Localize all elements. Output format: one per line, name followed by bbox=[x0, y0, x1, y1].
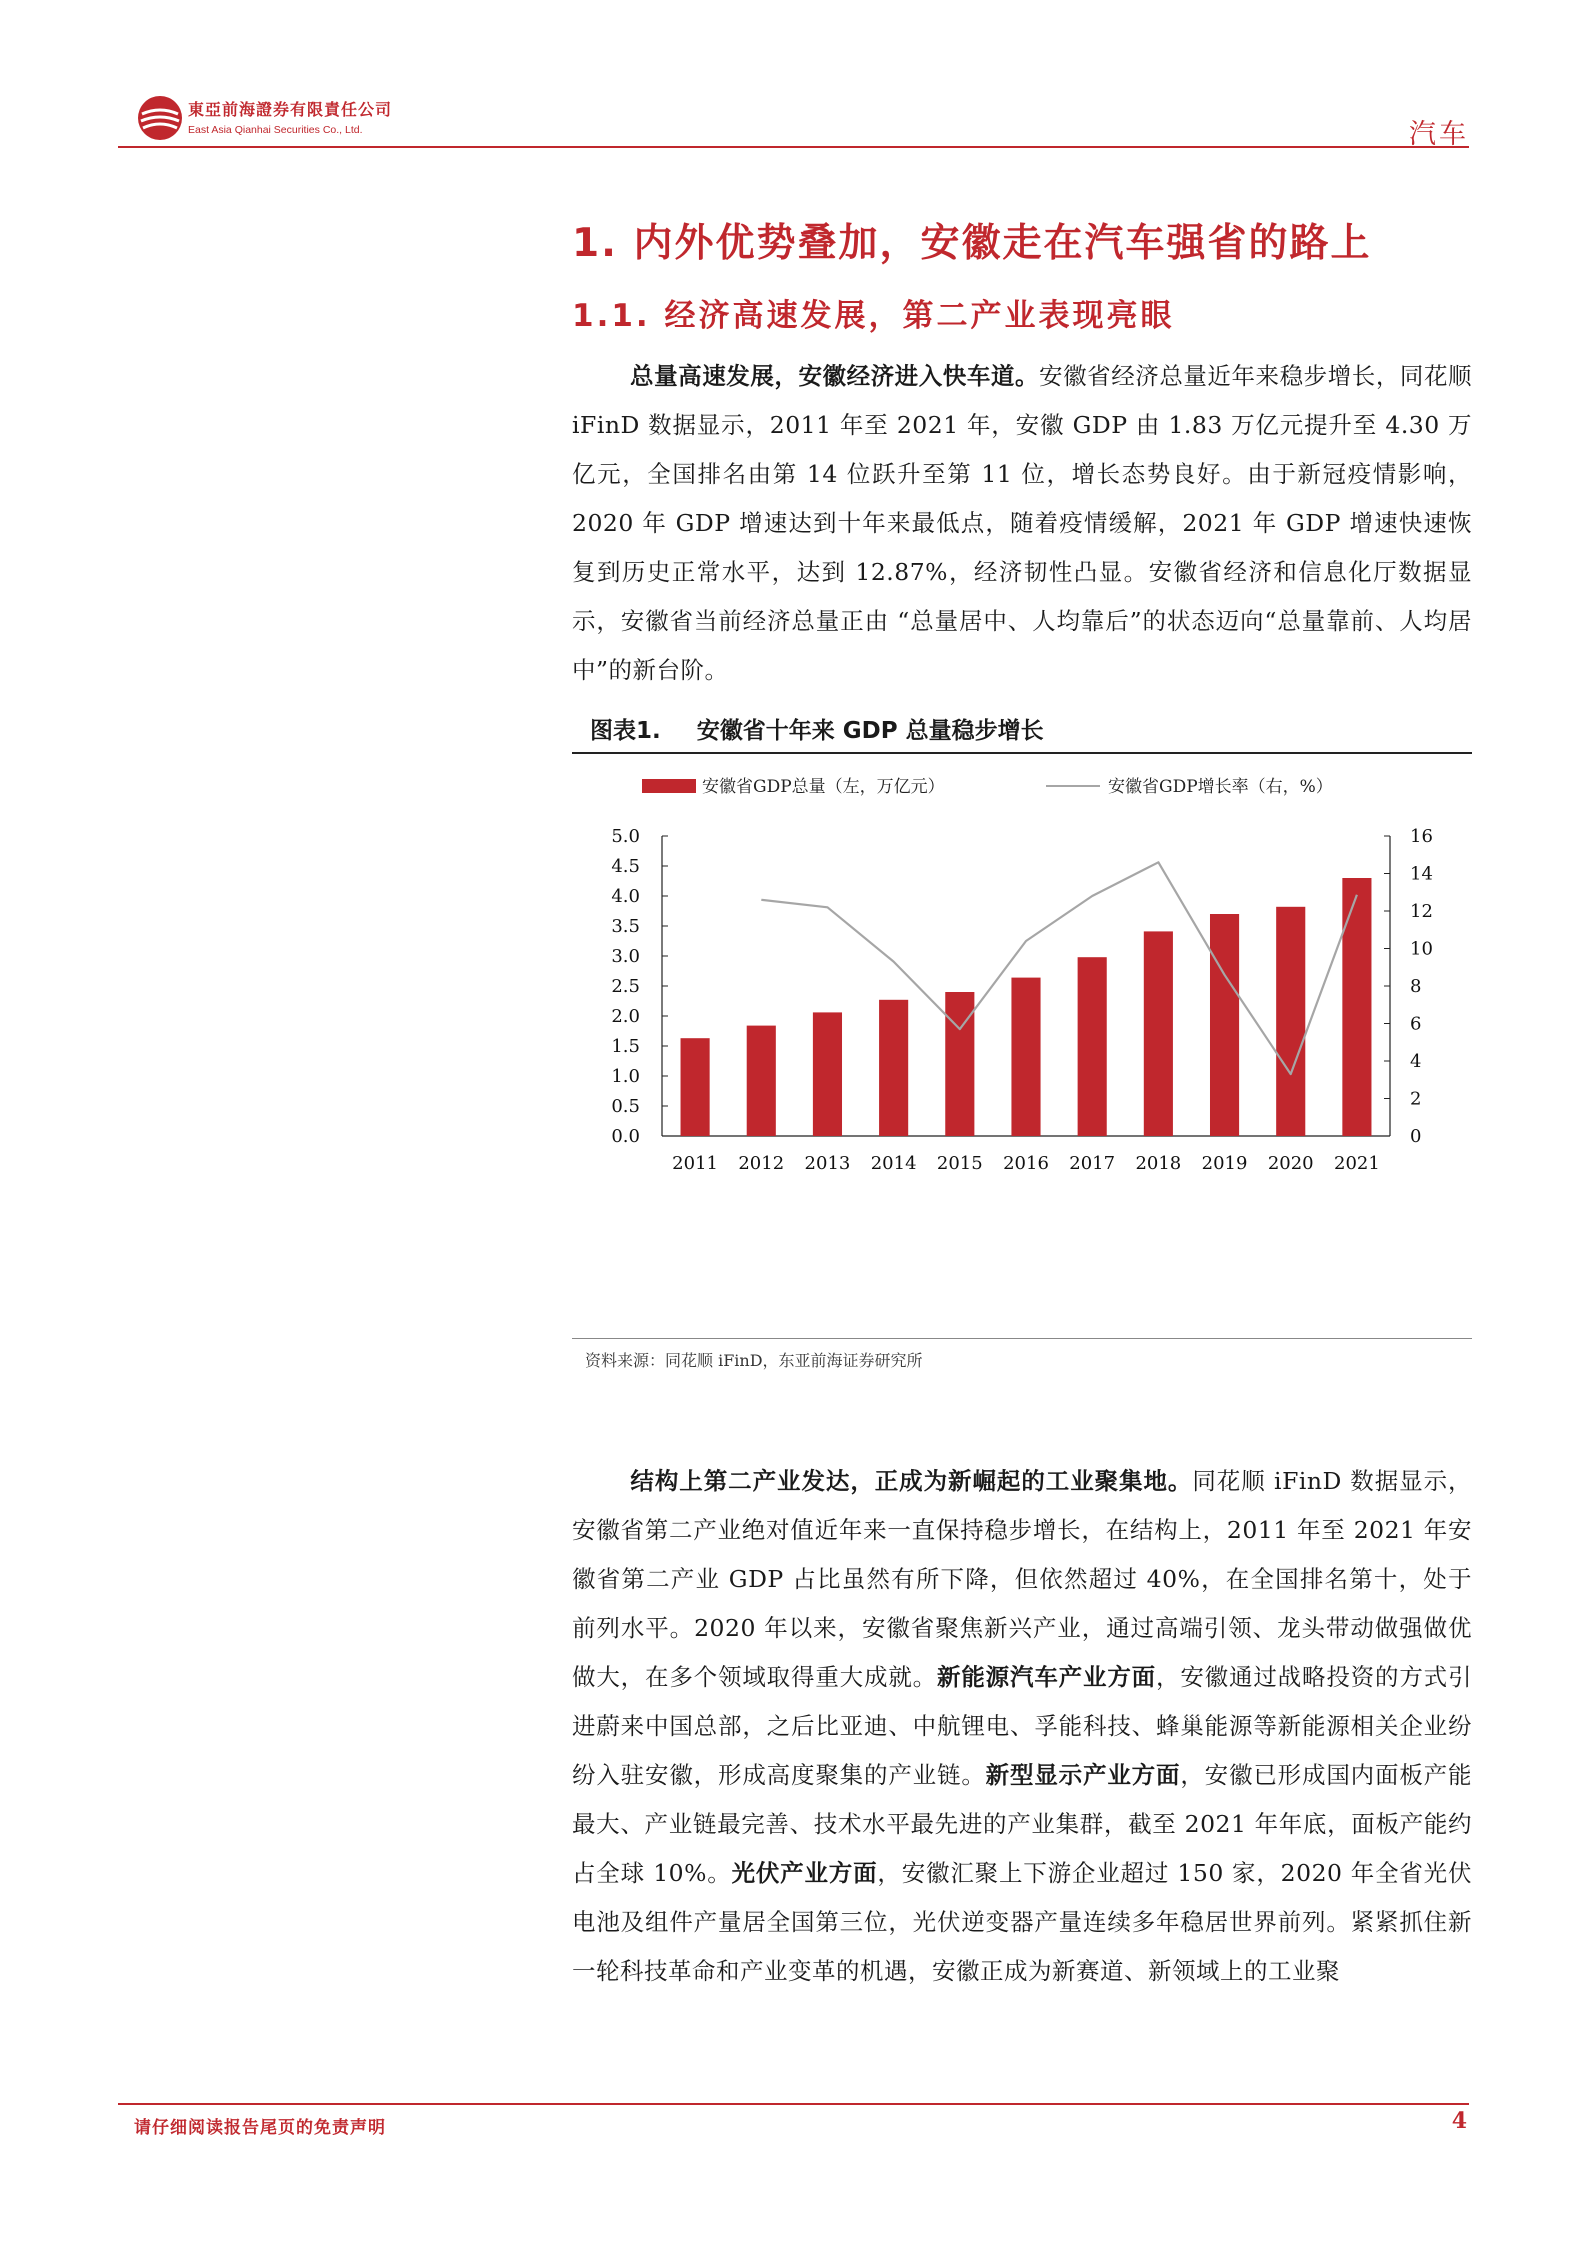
paragraph-body-nev: ，安徽通过战略投资的方式引进蔚来中国总部，之后比亚迪、中航锂电、孚能科技、蜂巢能源等新能源相关企业纷纷入驻安徽，形成高度聚集的产业链。 bbox=[572, 1663, 1472, 1789]
x-axis-tick-label: 2014 bbox=[870, 1153, 917, 1174]
gdp-chart bbox=[572, 756, 1472, 1334]
section-heading: 1. 内外优势叠加，安徽走在汽车强省的路上 bbox=[572, 221, 1372, 266]
left-axis-tick-label: 1.0 bbox=[611, 1066, 640, 1087]
company-logo-icon bbox=[136, 94, 184, 142]
left-axis-tick-label: 4.0 bbox=[611, 886, 640, 907]
x-axis-tick-label: 2013 bbox=[804, 1153, 851, 1174]
right-axis-tick-label: 10 bbox=[1410, 938, 1433, 960]
gdp-bar-2014 bbox=[879, 1000, 908, 1136]
gdp-bar-2021 bbox=[1342, 878, 1371, 1136]
x-axis-tick-label: 2018 bbox=[1135, 1153, 1182, 1174]
x-axis-tick-label: 2017 bbox=[1069, 1153, 1116, 1174]
footer-divider bbox=[118, 2103, 1469, 2105]
company-name bbox=[188, 97, 392, 136]
legend-line-label: 安徽省GDP增长率（右，%） bbox=[1108, 777, 1333, 797]
paragraph-lead: 结构上第二产业发达，正成为新崛起的工业聚集地。 bbox=[630, 1467, 1193, 1495]
paragraph-body: 同花顺 iFinD 数据显示，安徽省第二产业绝对值近年来一直保持稳步增长，在结构上，2011 年至 2021 年安徽省第二产业 GDP 占比虽然有所下降，但依然超过 40%，在全国排名第十，处于前列水平。2020 年以来，安徽省聚焦新兴产业，通过高端引领、龙头带动做强做优做大，在多个领域取得重大成就。 bbox=[572, 1467, 1472, 1691]
gdp-bar-2020 bbox=[1276, 907, 1305, 1136]
right-axis-tick-label: 14 bbox=[1410, 863, 1433, 885]
disclaimer-link[interactable]: 请仔细阅读报告尾页的免责声明 bbox=[134, 2118, 386, 2138]
figure-source: 资料来源：同花顺 iFinD，东亚前海证券研究所 bbox=[585, 1351, 923, 1370]
x-axis-tick-label: 2012 bbox=[738, 1153, 785, 1174]
x-axis-labels bbox=[672, 1153, 1380, 1174]
x-axis-tick-label: 2011 bbox=[672, 1153, 718, 1174]
gdp-bar-2016 bbox=[1011, 978, 1040, 1136]
left-axis-tick-label: 2.5 bbox=[611, 976, 640, 997]
x-axis-tick-label: 2016 bbox=[1003, 1153, 1049, 1174]
left-axis-tick-label: 0.5 bbox=[611, 1096, 640, 1117]
gdp-bar-2012 bbox=[747, 1026, 776, 1136]
left-axis-tick-label: 4.5 bbox=[611, 856, 640, 877]
right-axis-tick-label: 0 bbox=[1410, 1126, 1422, 1147]
growth-rate-line bbox=[761, 862, 1357, 1074]
paragraph-subhead-display: 新型显示产业方面 bbox=[985, 1761, 1181, 1789]
legend-bar-label: 安徽省GDP总量（左，万亿元） bbox=[702, 777, 945, 797]
section-tag: 汽车 bbox=[1409, 119, 1469, 150]
right-axis-tick-label: 6 bbox=[1410, 1013, 1422, 1035]
paragraph-gdp-overview bbox=[572, 352, 1472, 695]
gdp-bar-2018 bbox=[1144, 931, 1173, 1136]
page-number: 4 bbox=[1451, 2108, 1467, 2134]
paragraph-industry-structure bbox=[572, 1457, 1472, 1996]
right-axis-tick-label: 12 bbox=[1410, 901, 1433, 922]
header-divider bbox=[118, 146, 1469, 148]
paragraph-body-pv: ，安徽汇聚上下游企业超过 150 家，2020 年全省光伏电池及组件产量居全国第三位，光伏逆变器产量连续多年稳居世界前列。紧紧抓住新一轮科技革命和产业变革的机遇，安徽正成为新赛道、新领域上的工业聚 bbox=[572, 1859, 1472, 1985]
x-axis-tick-label: 2015 bbox=[936, 1153, 983, 1174]
left-axis-tick-label: 5.0 bbox=[611, 826, 640, 847]
paragraph-subhead-nev: 新能源汽车产业方面 bbox=[937, 1663, 1156, 1691]
company-name-en: East Asia Qianhai Securities Co., Ltd. bbox=[188, 124, 363, 136]
legend-bar-swatch bbox=[642, 779, 696, 793]
right-axis-tick-label: 2 bbox=[1410, 1088, 1422, 1110]
gdp-bar-2017 bbox=[1078, 957, 1107, 1136]
paragraph-body-display: ，安徽已形成国内面板产能最大、产业链最完善、技术水平最先进的产业集群，截至 2021 年年底，面板产能约占全球 10%。 bbox=[572, 1761, 1473, 1887]
paragraph-subhead-pv: 光伏产业方面 bbox=[731, 1859, 878, 1887]
x-axis-tick-label: 2019 bbox=[1201, 1153, 1248, 1174]
company-name-zh: 東亞前海證券有限責任公司 bbox=[188, 100, 393, 119]
gdp-bars bbox=[681, 878, 1372, 1136]
gdp-bar-2019 bbox=[1210, 914, 1239, 1136]
left-axis-tick-label: 3.5 bbox=[611, 916, 640, 937]
gdp-bar-2015 bbox=[945, 992, 974, 1136]
chart-legend bbox=[642, 777, 1333, 797]
subsection-heading: 1.1. 经济高速发展，第二产业表现亮眼 bbox=[572, 298, 1175, 334]
figure-number: 图表1. bbox=[590, 718, 661, 744]
gdp-bar-2011 bbox=[681, 1038, 710, 1136]
right-axis-tick-label: 16 bbox=[1410, 826, 1433, 847]
left-axis-tick-label: 1.5 bbox=[611, 1036, 640, 1057]
figure-top-rule bbox=[572, 752, 1472, 754]
x-axis-tick-label: 2021 bbox=[1334, 1153, 1380, 1174]
right-axis-tick-label: 8 bbox=[1410, 976, 1422, 997]
left-axis-tick-label: 2.0 bbox=[611, 1006, 640, 1027]
figure-title bbox=[590, 712, 1044, 745]
figure-bottom-rule bbox=[572, 1338, 1472, 1339]
paragraph-body: 安徽省经济总量近年来稳步增长，同花顺 iFinD 数据显示，2011 年至 2021 年，安徽 GDP 由 1.83 万亿元提升至 4.30 万亿元，全国排名由第 14 位跃升至第 11 位，增长态势良好。由于新冠疫情影响，2020 年 GDP 增速达到十年来最低点，随着疫情缓解，2021 年 GDP 增速快速恢复到历史正常水平，达到 12.87%，经济韧性凸显。安徽省经济和信息化厅数据显示，安徽省当前经济总量正由 “总量居中、人均靠后”的状态迈向“总量靠前、人均居中”的新台阶。 bbox=[572, 362, 1473, 684]
left-axis-tick-label: 0.0 bbox=[611, 1126, 640, 1147]
x-axis-tick-label: 2020 bbox=[1267, 1153, 1314, 1174]
right-axis-tick-label: 4 bbox=[1410, 1051, 1422, 1072]
paragraph-lead: 总量高速发展，安徽经济进入快车道。 bbox=[630, 362, 1040, 390]
growth-line bbox=[761, 862, 1357, 1074]
figure-caption: 安徽省十年来 GDP 总量稳步增长 bbox=[696, 718, 1044, 744]
gdp-bar-2013 bbox=[813, 1012, 842, 1136]
left-axis-tick-label: 3.0 bbox=[611, 946, 640, 967]
